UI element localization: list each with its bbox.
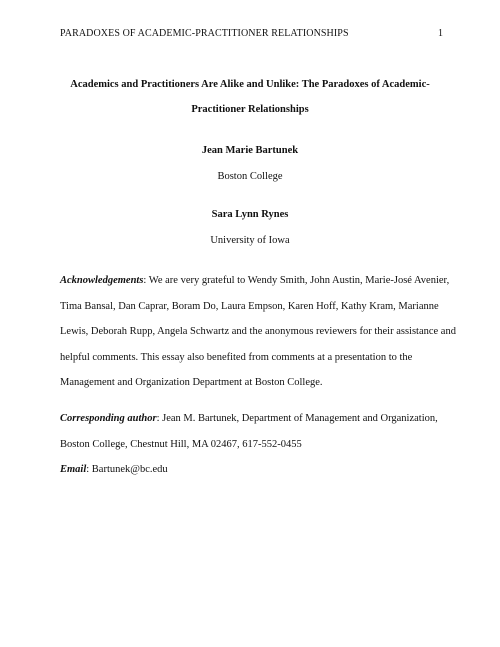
author-block-1: [60, 138, 440, 190]
acknowledgements-line-4: helpful comments. This essay also benefited from comments at a presentation to the: [60, 351, 413, 363]
paper-title-line-1: Academics and Practitioners Are Alike and Unlike: The Paradoxes of Academic-: [70, 79, 430, 90]
author-name-2: Sara Lynn Rynes: [211, 209, 289, 220]
author-affiliation-2: University of Iowa: [210, 235, 290, 246]
email-line: [60, 457, 445, 483]
paper-title: [60, 72, 440, 122]
email-label: Email: [60, 464, 87, 475]
corresponding-author-label: Corresponding author: [60, 413, 157, 424]
paper-title-line-2: Practitioner Relationships: [191, 104, 309, 115]
running-head: PARADOXES OF ACADEMIC-PRACTITIONER RELATIONSHIPS: [60, 28, 349, 39]
acknowledgements-label: Acknowledgements: [60, 275, 144, 286]
acknowledgements-line-3: Lewis, Deborah Rupp, Angela Schwartz and the anonymous reviewers for their assistance and: [60, 326, 456, 337]
acknowledgements-line-1: Acknowledgements: We are very grateful to Wendy Smith, John Austin, Marie-José Avenier,: [60, 275, 450, 286]
acknowledgements-paragraph: [60, 268, 456, 396]
author-name-1: Jean Marie Bartunek: [201, 145, 299, 156]
acknowledgements-line-5: Management and Organization Department at Boston College.: [60, 377, 323, 388]
correspondence-paragraph: [60, 406, 445, 483]
email-value: : Bartunek@bc.edu: [86, 464, 168, 475]
author-block-2: [60, 202, 440, 254]
correspondence-line-2: Boston College, Chestnut Hill, MA 02467, 617-552-0455: [60, 438, 302, 450]
correspondence-line-1: Corresponding author: Jean M. Bartunek, Department of Management and Organization,: [60, 413, 438, 424]
acknowledgements-line-2: Tima Bansal, Dan Caprar, Boram Do, Laura Empson, Karen Hoff, Kathy Kram, Marianne: [60, 300, 439, 312]
author-affiliation-1: Boston College: [217, 171, 283, 182]
page-number: 1: [438, 28, 443, 39]
